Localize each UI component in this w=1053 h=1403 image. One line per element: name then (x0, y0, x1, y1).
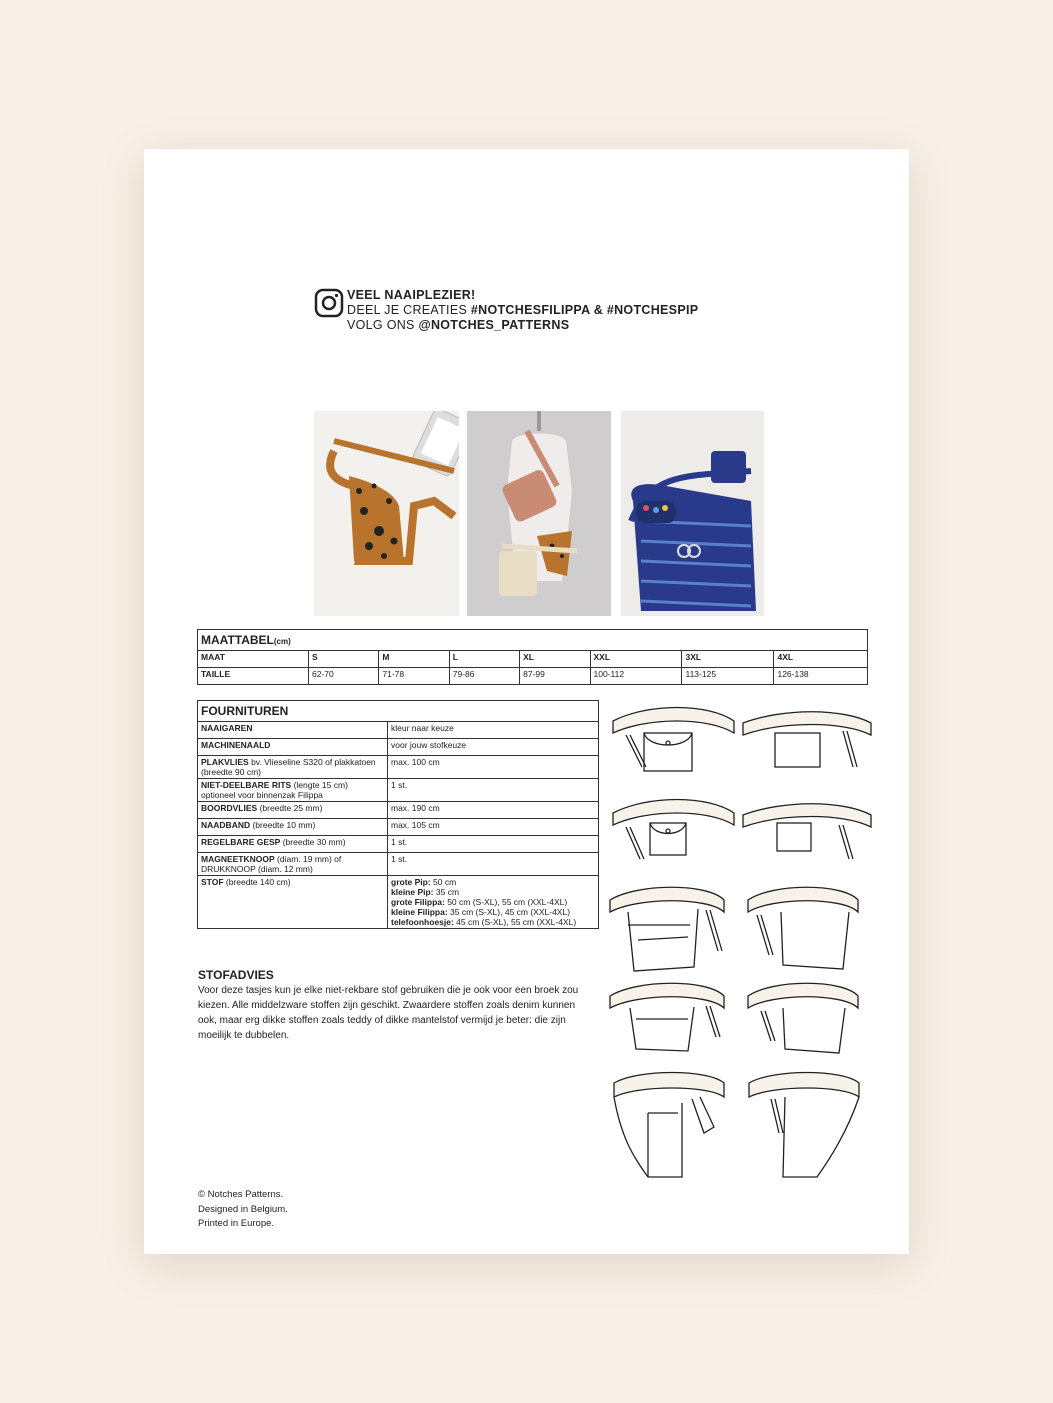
fabric-advice-text: Voor deze tasjes kun je elke niet-rekbare stof gebruiken die je ook voor een broek zou kiezen. Alle middelzware stoffen zijn geschikt. Zwaardere stoffen zoals denim kunnen ook, maar erg dikke stoffen zoals teddy of dikke mantelstof vermijd je beter: die zijn moeilijk te dubbelen. (198, 985, 579, 1041)
supply-item-name: MACHINENAALD (201, 740, 271, 750)
supply-item (198, 722, 388, 739)
size-table-unit: (cm) (273, 637, 291, 646)
supply-item-name: NAAIGAREN (201, 723, 253, 733)
fabric-label: kleine Filippa: (391, 907, 448, 917)
sketch-filippa-large-front (610, 887, 724, 971)
supply-value: 1 st. (388, 853, 599, 876)
promo-hashtags: #NOTCHESFILIPPA & #NOTCHESPIP (470, 303, 699, 317)
size-cell: 3XL (682, 651, 774, 668)
fabric-amount: 35 cm (S-XL), 45 cm (XXL-4XL) (447, 907, 571, 917)
supply-item (198, 836, 388, 853)
fabric-label: grote Pip: (391, 877, 431, 887)
waist-cell: 113-125 (682, 668, 774, 685)
supply-item (198, 876, 388, 929)
supplies-title: FOURNITUREN (198, 701, 599, 722)
footer-printed: Printed in Europe. (198, 1218, 275, 1229)
fabric-values (388, 876, 599, 929)
supply-item-note: (diam. 19 mm) of DRUKKNOOP (diam. 12 mm) (201, 854, 342, 874)
fabric-advice-title: STOFADVIES (198, 968, 274, 982)
supply-item-note: (breedte 140 cm) (223, 877, 291, 887)
supply-item-name: NAADBAND (201, 820, 251, 830)
supply-row (198, 756, 599, 779)
supply-item-name: REGELBARE GESP (201, 837, 281, 847)
supply-value: max. 190 cm (388, 802, 599, 819)
supply-row (198, 722, 599, 739)
waist-row (198, 668, 868, 685)
size-cell: S (309, 651, 379, 668)
photo-leopard-bag (314, 411, 459, 616)
supply-row (198, 819, 599, 836)
promo-share-text: DEEL JE CREATIES (347, 303, 471, 317)
waist-cell: 87-99 (520, 668, 590, 685)
promo-handle: @NOTCHES_PATTERNS (418, 318, 570, 332)
waist-cell: 126-138 (774, 668, 868, 685)
waist-row-label: TAILLE (198, 668, 309, 685)
size-cell: XXL (590, 651, 682, 668)
supply-item (198, 756, 388, 779)
sketch-pip-large-back (743, 712, 871, 767)
supply-item-note: (breedte 10 mm) (250, 820, 316, 830)
sketch-pip-small-front (613, 800, 734, 860)
fabric-amount: 45 cm (S-XL), 55 cm (XXL-4XL) (453, 917, 577, 927)
sketch-phone-pouch-back (749, 1073, 859, 1178)
supply-value: max. 105 cm (388, 819, 599, 836)
supply-value: 1 st. (388, 836, 599, 853)
supply-item-name: PLAKVLIES (201, 757, 249, 767)
waist-cell: 79-86 (449, 668, 519, 685)
supply-row-fabric (198, 876, 599, 929)
sketch-pip-small-back (743, 804, 871, 859)
supply-item-name: BOORDVLIES (201, 803, 258, 813)
size-table-title (198, 630, 868, 651)
supply-item-note: (breedte 30 mm) (280, 837, 346, 847)
promo-heading: VEEL NAAIPLEZIER! (347, 288, 476, 302)
supply-item-note: (lengte 15 cm) optioneel voor binnenzak Filippa (201, 780, 348, 800)
size-cell: M (379, 651, 449, 668)
supply-value: voor jouw stofkeuze (388, 739, 599, 756)
supply-row (198, 802, 599, 819)
supply-item (198, 779, 388, 802)
supply-value: max. 100 cm (388, 756, 599, 779)
photo-mannequin (467, 411, 611, 616)
waist-cell: 100-112 (590, 668, 682, 685)
photo-blue-bags (621, 411, 764, 616)
size-table-header (198, 630, 868, 651)
size-row (198, 651, 868, 668)
sketch-phone-pouch-front (614, 1073, 724, 1178)
waist-cell: 62-70 (309, 668, 379, 685)
supply-row (198, 853, 599, 876)
supply-row (198, 779, 599, 802)
supply-item-name: STOF (201, 877, 224, 887)
instagram-icon (314, 288, 344, 318)
size-cell: XL (520, 651, 590, 668)
fabric-amount: 50 cm (430, 877, 457, 887)
fabric-amount: 35 cm (433, 887, 460, 897)
pattern-sheet (144, 149, 909, 1254)
supply-row (198, 836, 599, 853)
supply-item (198, 739, 388, 756)
sketch-filippa-large-back (748, 887, 858, 969)
footer-designed: Designed in Belgium. (198, 1203, 288, 1215)
supply-value: 1 st. (388, 779, 599, 802)
supply-item (198, 853, 388, 876)
fabric-label: telefoonhoesje: (391, 917, 454, 927)
size-row-label: MAAT (198, 651, 309, 668)
supply-item-note: (breedte 25 mm) (257, 803, 323, 813)
supply-item-note: bv. Vlieseline S320 of plakkatoen (breedte 90 cm) (201, 757, 376, 777)
sketch-filippa-small-back (748, 983, 858, 1053)
supply-value: kleur naar keuze (388, 722, 599, 739)
supply-item (198, 819, 388, 836)
footer (198, 1188, 288, 1232)
sketch-pip-large-front (613, 708, 734, 772)
footer-copyright: © Notches Patterns. (198, 1189, 284, 1200)
supplies-header (198, 701, 599, 722)
size-table (197, 629, 868, 685)
supply-row (198, 739, 599, 756)
supply-item-name: NIET-DEELBARE RITS (201, 780, 292, 790)
supply-item (198, 802, 388, 819)
supplies-table (197, 700, 599, 929)
share-promo (347, 288, 698, 333)
supply-item-name: MAGNEETKNOOP (201, 854, 275, 864)
fabric-label: grote Filippa: (391, 897, 445, 907)
fabric-amount: 50 cm (S-XL), 55 cm (XXL-4XL) (444, 897, 568, 907)
size-cell: 4XL (774, 651, 868, 668)
waist-cell: 71-78 (379, 668, 449, 685)
technical-drawings (608, 703, 876, 1183)
fabric-label: kleine Pip: (391, 887, 434, 897)
promo-follow-text: VOLG ONS (347, 318, 419, 332)
sketch-filippa-small-front (610, 983, 724, 1051)
size-cell: L (449, 651, 519, 668)
size-table-title-text: MAATTABEL (201, 633, 274, 647)
